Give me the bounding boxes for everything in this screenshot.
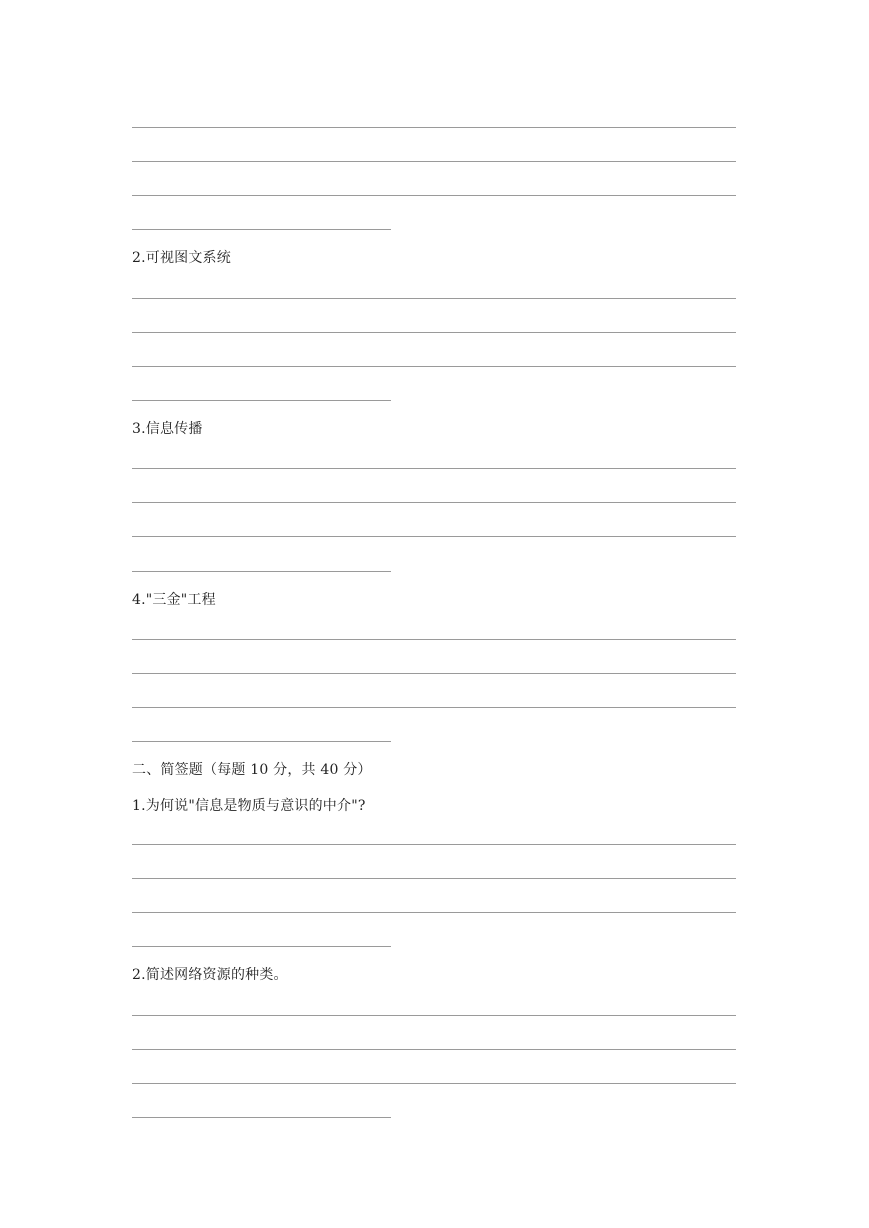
answer-line xyxy=(132,195,736,196)
answer-line xyxy=(132,366,736,367)
answer-line xyxy=(132,468,736,469)
answer-line-short xyxy=(132,400,391,401)
answer-line-short xyxy=(132,229,391,230)
answer-line xyxy=(132,298,736,299)
answer-line-short xyxy=(132,1117,391,1118)
answer-line xyxy=(132,844,736,845)
answer-line-short xyxy=(132,741,391,742)
answer-line xyxy=(132,1015,736,1016)
answer-line xyxy=(132,536,736,537)
answer-line xyxy=(132,502,736,503)
answer-line xyxy=(132,707,736,708)
answer-line xyxy=(132,912,736,913)
answer-line xyxy=(132,639,736,640)
answer-line xyxy=(132,878,736,879)
answer-line xyxy=(132,127,736,128)
question-4: 4."三金"工程 xyxy=(132,592,216,608)
question-3: 3.信息传播 xyxy=(132,421,203,437)
answer-line-short xyxy=(132,571,391,572)
answer-line xyxy=(132,673,736,674)
section-heading: 二、简签题（每题 10 分，共 40 分） xyxy=(132,762,372,778)
answer-line xyxy=(132,1049,736,1050)
answer-line xyxy=(132,1083,736,1084)
answer-line xyxy=(132,161,736,162)
question-2: 2.可视图文系统 xyxy=(132,250,231,266)
answer-line-short xyxy=(132,946,391,947)
short-answer-1: 1.为何说"信息是物质与意识的中介"? xyxy=(132,798,366,814)
answer-line xyxy=(132,332,736,333)
short-answer-2: 2.简述网络资源的种类。 xyxy=(132,967,288,983)
